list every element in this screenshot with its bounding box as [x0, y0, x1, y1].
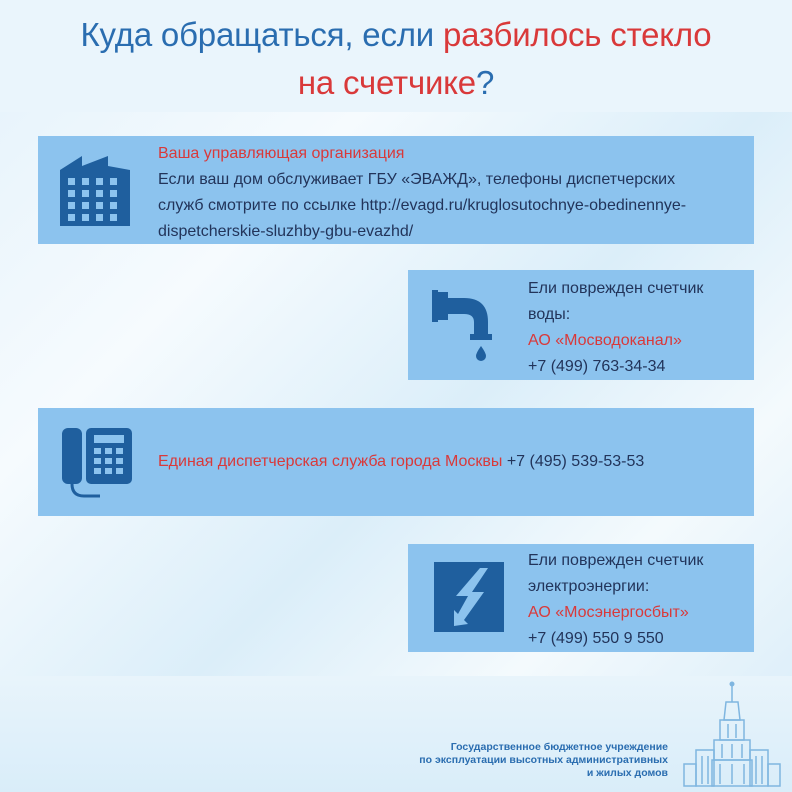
management-org-heading: Ваша управляющая организация: [158, 145, 405, 162]
city-dispatch-phone[interactable]: +7 (495) 539-53-53: [502, 453, 645, 470]
electric-meter-line-1: Ели поврежден счетчик: [528, 552, 704, 569]
page-title-line-2: [0, 64, 792, 102]
faucet-icon: [430, 288, 510, 364]
organization-caption: [388, 741, 668, 780]
electric-meter-card: [408, 544, 754, 652]
electric-company-phone[interactable]: +7 (499) 550 9 550: [528, 630, 664, 647]
lightning-icon: [434, 562, 504, 632]
title-part-2-highlight: разбилось стекло: [443, 16, 712, 53]
organization-caption-line-2: по эксплуатации высотных административных: [419, 754, 668, 766]
water-meter-card: [408, 270, 754, 380]
page-title-line-1: [0, 16, 792, 54]
desk-phone-icon: [60, 426, 134, 504]
electric-company-name: АО «Мосэнергосбыт»: [528, 604, 689, 621]
city-dispatch-card: [38, 408, 754, 516]
management-org-line-3[interactable]: dispetcherskie-sluzhby-gbu-evazhd/: [158, 223, 414, 240]
management-org-line-1: Если ваш дом обслуживает ГБУ «ЭВАЖД», телефоны диспетчерских: [158, 171, 676, 188]
water-company-name: АО «Мосводоканал»: [528, 332, 682, 349]
water-company-phone[interactable]: +7 (499) 763-34-34: [528, 358, 666, 375]
electric-meter-text: [528, 548, 750, 652]
water-meter-text: [528, 276, 750, 380]
city-dispatch-text: [158, 449, 748, 475]
highrise-building-logo: [682, 680, 782, 788]
electric-meter-line-2: электроэнергии:: [528, 578, 650, 595]
organization-caption-line-1: Государственное бюджетное учреждение: [450, 741, 668, 753]
management-org-text: [158, 141, 754, 245]
city-dispatch-name: Единая диспетчерская служба города Москвы: [158, 453, 503, 470]
management-org-card: [38, 136, 754, 244]
management-org-line-2[interactable]: служб смотрите по ссылке http://evagd.ru/kruglosutochnye-obedinennye-: [158, 197, 687, 214]
building-icon: [58, 154, 132, 226]
header: [0, 0, 792, 112]
water-meter-line-2: воды:: [528, 306, 571, 323]
water-meter-line-1: Ели поврежден счетчик: [528, 280, 704, 297]
title-question-mark: ?: [475, 64, 495, 101]
organization-caption-line-3: и жилых домов: [586, 767, 668, 779]
title-line-2-highlight: на счетчике: [297, 64, 476, 101]
title-part-1: Куда обращаться, если: [80, 16, 443, 53]
